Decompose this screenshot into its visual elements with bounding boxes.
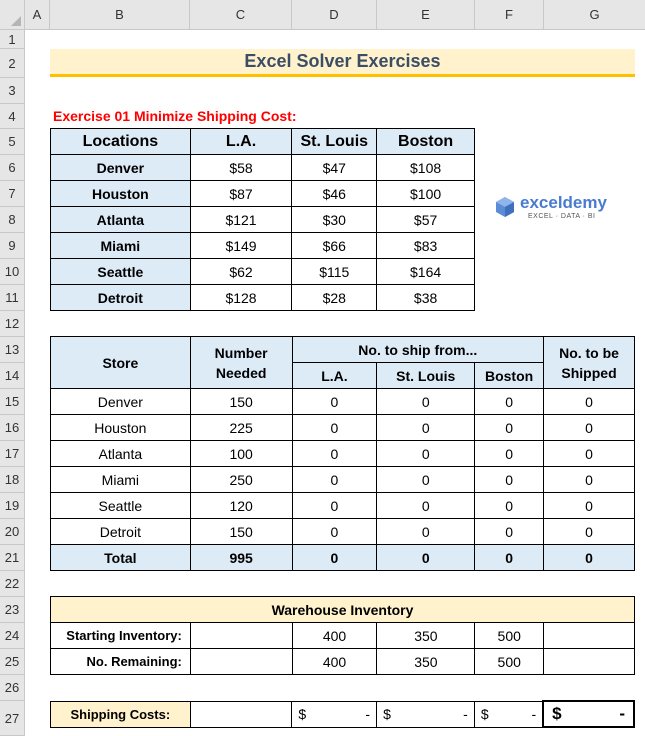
store-name[interactable]: Denver [51,389,191,415]
ship-cell[interactable]: 0 [377,519,475,545]
ship-cell[interactable]: 0 [377,441,475,467]
row-header-2[interactable]: 2 [0,49,25,78]
cost-cell[interactable]: $57 [377,207,475,233]
ship-cell[interactable]: 0 [544,389,635,415]
ship-subheader-boston: Boston [475,363,544,389]
cost-cell[interactable]: $30 [292,207,377,233]
total-label[interactable]: Total [51,545,191,571]
ship-cell[interactable]: 0 [292,467,377,493]
remaining-la[interactable]: 400 [292,649,377,675]
ship-cell[interactable]: 0 [292,389,377,415]
row-header-6[interactable]: 6 [0,155,25,181]
row-header-13[interactable]: 13 [0,337,25,363]
row-header-16[interactable]: 16 [0,415,25,441]
cost-header-boston: Boston [377,129,475,155]
ship-cell[interactable]: 0 [292,441,377,467]
ship-header-ship-from: No. to ship from... [292,337,544,363]
total-stlouis[interactable]: 0 [377,545,475,571]
column-header-d[interactable]: D [292,0,377,30]
ship-cell[interactable]: 0 [544,415,635,441]
cost-header-stlouis: St. Louis [292,129,377,155]
total-shipped[interactable]: 0 [544,545,635,571]
cost-cell[interactable]: $128 [190,285,292,311]
cost-location-3: Miami [51,233,191,259]
store-name[interactable]: Atlanta [51,441,191,467]
cost-table [50,128,475,311]
cost-header-la: L.A. [190,129,292,155]
row-header-21[interactable]: 21 [0,545,25,571]
cost-header-locations: Locations [51,129,191,155]
cost-location-2: Atlanta [51,207,191,233]
cost-cell[interactable]: $164 [377,259,475,285]
store-name[interactable]: Miami [51,467,191,493]
ship-cell[interactable]: 0 [544,519,635,545]
number-needed-line1: Number [214,344,268,361]
number-needed-line2: Needed [215,364,267,381]
total-needed[interactable]: 995 [190,545,292,571]
row-header-24[interactable]: 24 [0,623,25,649]
row-header-22[interactable]: 22 [0,571,25,597]
ship-header-number-needed [190,337,292,389]
ship-cell[interactable]: 0 [544,441,635,467]
title-banner [50,49,635,77]
ship-cell[interactable]: 150 [190,519,292,545]
starting-inventory-label: Starting Inventory: [51,623,191,649]
remaining-label: No. Remaining: [51,649,191,675]
ship-cell[interactable]: 0 [475,493,544,519]
row-header-20[interactable]: 20 [0,519,25,545]
ship-header-store: Store [51,337,191,389]
shipping-cost-total-currency: $ [552,704,562,723]
table-row [51,493,635,519]
column-header-e[interactable]: E [377,0,475,30]
remaining-cell-c[interactable] [190,649,292,675]
row-header-7[interactable]: 7 [0,181,25,207]
row-header-3[interactable]: 3 [0,78,25,104]
starting-inventory-la[interactable]: 400 [292,623,377,649]
cost-cell[interactable]: $66 [292,233,377,259]
ship-cell[interactable]: 250 [190,467,292,493]
ship-cell[interactable]: 100 [190,441,292,467]
cost-cell[interactable]: $38 [377,285,475,311]
row-header-10[interactable]: 10 [0,259,25,285]
store-name[interactable]: Detroit [51,519,191,545]
cost-cell[interactable]: $100 [377,181,475,207]
table-row [51,441,635,467]
store-name[interactable]: Seattle [51,493,191,519]
shipping-cost-total[interactable] [543,701,634,727]
cost-cell[interactable]: $47 [292,155,377,181]
ship-cell[interactable]: 120 [190,493,292,519]
ship-cell[interactable]: 0 [475,519,544,545]
cost-cell[interactable]: $87 [190,181,292,207]
starting-inventory-boston[interactable]: 500 [475,623,544,649]
starting-inventory-cell-c[interactable] [190,623,292,649]
shipping-cost-la-currency: $ [298,706,307,722]
row-header-8[interactable]: 8 [0,207,25,233]
shipping-cost-stlouis[interactable] [377,701,475,727]
ship-cell[interactable]: 0 [475,441,544,467]
cost-cell[interactable]: $83 [377,233,475,259]
cost-cell[interactable]: $58 [190,155,292,181]
cost-cell[interactable]: $62 [190,259,292,285]
row-header-26[interactable]: 26 [0,675,25,701]
shipping-costs-table [50,700,635,728]
shipping-cost-la[interactable] [292,701,377,727]
shipping-table [50,336,635,571]
ship-cell[interactable]: 0 [292,519,377,545]
ship-cell[interactable]: 225 [190,415,292,441]
row-header-19[interactable]: 19 [0,493,25,519]
column-header-f[interactable]: F [475,0,544,30]
ship-cell[interactable]: 0 [292,493,377,519]
shipping-cost-stlouis-value: - [463,706,468,722]
shipping-costs-label: Shipping Costs: [51,701,191,727]
ship-subheader-la: L.A. [292,363,377,389]
shipping-cost-boston-value: - [531,706,537,722]
ship-cell[interactable]: 150 [190,389,292,415]
row-header-4[interactable]: 4 [0,104,25,129]
to-be-shipped-line1: No. to be [559,344,619,361]
row-header-25[interactable]: 25 [0,649,25,675]
cost-cell[interactable]: $108 [377,155,475,181]
row-header-15[interactable]: 15 [0,389,25,415]
cost-location-1: Houston [51,181,191,207]
cost-cell[interactable]: $28 [292,285,377,311]
remaining-cell-g[interactable] [544,649,635,675]
starting-inventory-cell-g[interactable] [544,623,635,649]
shipping-cost-stlouis-currency: $ [383,706,391,722]
ship-cell[interactable]: 0 [377,415,475,441]
shipping-costs-cell-c[interactable] [190,701,292,727]
shipping-cost-la-value: - [365,706,371,722]
cost-cell[interactable]: $46 [292,181,377,207]
store-name[interactable]: Houston [51,415,191,441]
column-header-g[interactable]: G [544,0,645,30]
table-row [51,467,635,493]
shipping-cost-boston[interactable] [474,701,543,727]
ship-cell[interactable]: 0 [377,493,475,519]
row-header-27[interactable]: 27 [0,701,25,736]
ship-cell[interactable]: 0 [377,389,475,415]
ship-cell[interactable]: 0 [377,467,475,493]
row-header-14[interactable]: 14 [0,363,25,389]
row-header-23[interactable]: 23 [0,597,25,623]
column-header-b[interactable]: B [50,0,190,30]
logo-name: exceldemy [520,193,607,212]
cost-cell[interactable]: $121 [190,207,292,233]
row-header-9[interactable]: 9 [0,233,25,259]
inventory-header: Warehouse Inventory [51,597,635,623]
shipping-cost-total-value: - [619,704,625,723]
starting-inventory-stlouis[interactable]: 350 [377,623,475,649]
row-header-18[interactable]: 18 [0,467,25,493]
ship-cell[interactable]: 0 [475,467,544,493]
column-header-a[interactable]: A [25,0,50,30]
exceldemy-logo [494,193,619,224]
shipping-cost-boston-currency: $ [480,706,489,722]
ship-cell[interactable]: 0 [544,467,635,493]
exceldemy-logo-icon [494,196,516,218]
ship-cell[interactable]: 0 [292,415,377,441]
cost-location-5: Detroit [51,285,191,311]
column-header-c[interactable]: C [190,0,292,30]
exercise-label: Exercise 01 Minimize Shipping Cost: [53,108,297,124]
table-row [51,389,635,415]
table-row [51,519,635,545]
page-title: Excel Solver Exercises [244,51,441,71]
to-be-shipped-line2: Shipped [561,364,617,381]
total-boston[interactable]: 0 [475,545,544,571]
ship-cell[interactable]: 0 [475,415,544,441]
row-header-12[interactable]: 12 [0,311,25,337]
row-header-5[interactable]: 5 [0,129,25,155]
remaining-stlouis[interactable]: 350 [377,649,475,675]
inventory-table [50,596,635,675]
select-all-corner[interactable] [0,0,25,30]
ship-subheader-stlouis: St. Louis [377,363,475,389]
table-row [51,415,635,441]
remaining-boston[interactable]: 500 [475,649,544,675]
row-header-17[interactable]: 17 [0,441,25,467]
total-la[interactable]: 0 [292,545,377,571]
row-header-1[interactable]: 1 [0,30,25,49]
ship-cell[interactable]: 0 [544,493,635,519]
row-header-11[interactable]: 11 [0,285,25,311]
ship-header-to-be-shipped [544,337,635,389]
ship-cell[interactable]: 0 [475,389,544,415]
cost-location-4: Seattle [51,259,191,285]
logo-tagline: EXCEL · DATA · BI [528,213,596,220]
cost-cell[interactable]: $115 [292,259,377,285]
cost-cell[interactable]: $149 [190,233,292,259]
cost-location-0: Denver [51,155,191,181]
